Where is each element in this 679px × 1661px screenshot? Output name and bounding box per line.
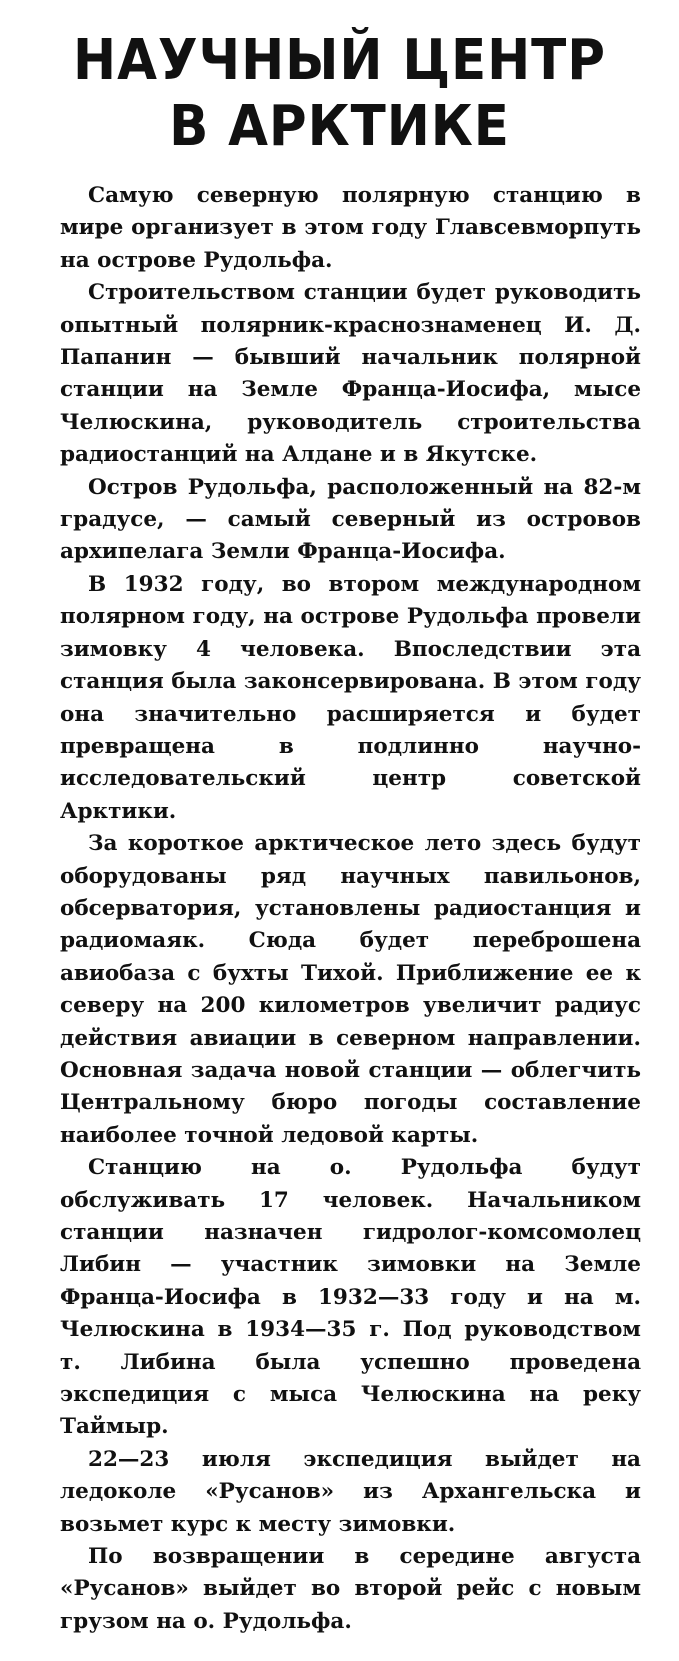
- paragraph-6: Станцию на о. Рудольфа будут обслуживать 17 человек. Начальником станции назначен гидролог-комсомолец Либин — участник зимовки на Земле Франца-Иосифа в 1932—33 году и на м. Челюскина в 1934—35 г. Под руководством т. Либина была успешно проведена экспедиция с мыса Челюскина на реку Таймыр.: [60, 1155, 641, 1440]
- paragraph-8: По возвращении в середине августа «Русанов» выйдет во второй рейс с новым грузом на о. Рудольфа.: [60, 1544, 641, 1634]
- paragraph-2: Строительством станции будет руководить опытный полярник-краснознаменец И. Д. Папанин — бывший начальник полярной станции на Земле Франца-Иосифа, мысе Челюскина, руководитель строительства радиостанций на Алдане и в Якутске.: [60, 280, 641, 468]
- headline-line-2: В АРКТИКЕ: [169, 94, 510, 159]
- paragraph-1: Самую северную полярную станцию в мире организует в этом году Главсевморпуть на острове Рудольфа.: [60, 183, 641, 273]
- paragraph-3: Остров Рудольфа, расположенный на 82-м градусе, — самый северный из островов архипелага Земли Франца-Иосифа.: [60, 474, 641, 565]
- paragraph-7: 22—23 июля экспедиция выйдет на ледоколе «Русанов» из Архангельска и возьмет курс к месту зимовки.: [60, 1446, 641, 1537]
- paragraph-5: За короткое арктическое лето здесь будут оборудованы ряд научных павильонов, обсерватория, установлены радиостанция и радиомаяк. Сюда будет переброшена авиобаза с бухты Тихой. Приближение ее к северу на 200 километров увеличит радиус действия авиации в северном направлении. Основная задача новой станции — облегчить Центральному бюро погоды составление наиболее точной ледовой карты.: [60, 831, 641, 1148]
- article-headline: [62, 28, 617, 160]
- headline-line-1: НАУЧНЫЙ ЦЕНТР: [73, 28, 606, 93]
- article-body: [60, 180, 641, 1638]
- paragraph-4: В 1932 году, во втором международном полярном году, на острове Рудольфа провели зимовку 4 человека. Впоследствии эта станция была законсервирована. В этом году она значительно расширяется и будет превращена в подлинно научно-исследовательский центр советской Арктики.: [60, 571, 641, 824]
